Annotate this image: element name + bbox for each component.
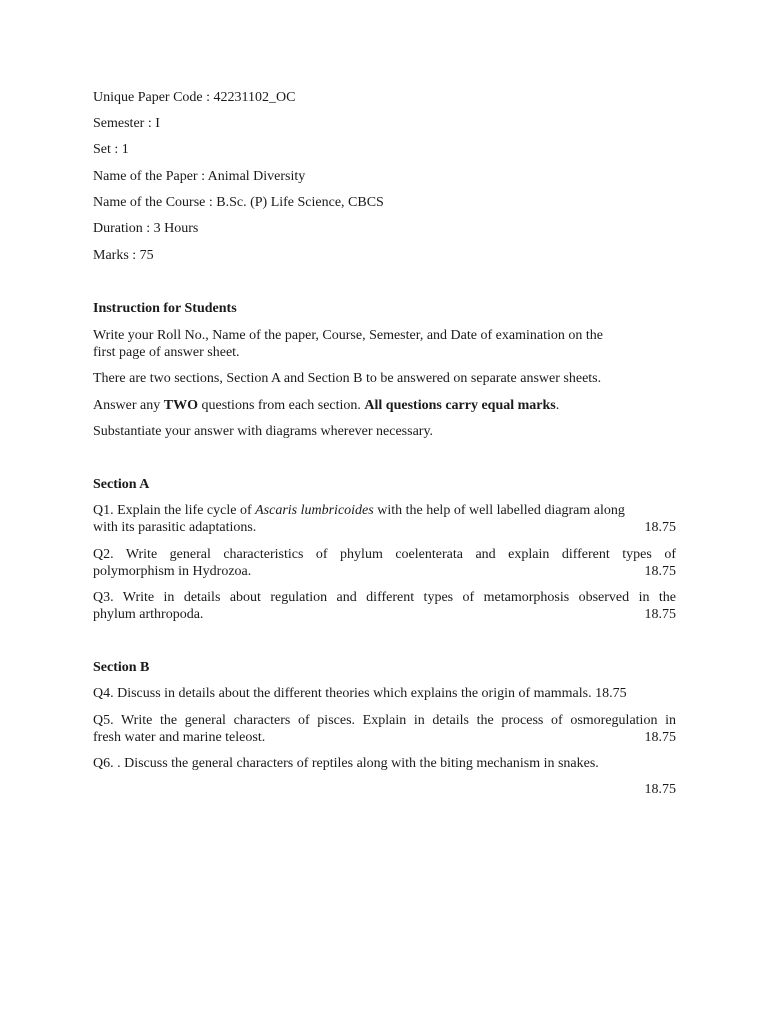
instructions-heading: Instruction for Students	[93, 301, 237, 316]
question-1-text-line-2: with its parasitic adaptations.	[93, 520, 257, 535]
question-6-line-1: Q6. . Discuss the general characters of reptiles along with the biting mechanism in snakes.	[93, 756, 599, 771]
question-6	[93, 755, 676, 772]
instruction-line-2: There are two sections, Section A and Section B to be answered on separate answer sheets.	[93, 371, 602, 386]
question-4-line-1: Q4. Discuss in details about the different theories which explains the origin of mammals. 18.75	[93, 686, 627, 701]
question-1-species: Ascaris lumbricoides	[255, 503, 374, 518]
paper-name: Name of the Paper : Animal Diversity	[93, 169, 306, 184]
question-2-line-2	[93, 563, 676, 580]
section-b-heading: Section B	[93, 660, 150, 675]
set-number: Set : 1	[93, 142, 129, 157]
question-3-line-2	[93, 606, 676, 623]
question-5-line-1: Q5. Write the general characters of pisces. Explain in details the process of osmoregulation in	[93, 713, 676, 728]
question-2-marks: 18.75	[644, 564, 676, 579]
question-1-line-2	[93, 519, 676, 536]
question-3-text-line-2: phylum arthropoda.	[93, 607, 204, 622]
question-4	[93, 685, 676, 702]
instruction-emphasis-equal-marks: All questions carry equal marks	[364, 398, 556, 413]
semester: Semester : I	[93, 116, 160, 131]
question-2-line-1: Q2. Write general characteristics of phylum coelenterata and explain different types of	[93, 547, 676, 562]
total-marks: Marks : 75	[93, 248, 154, 263]
exam-paper	[93, 0, 676, 1024]
course-name: Name of the Course : B.Sc. (P) Life Science, CBCS	[93, 195, 384, 210]
question-1-text-pre: Q1. Explain the life cycle of	[93, 503, 256, 518]
paper-code: Unique Paper Code : 42231102_OC	[93, 90, 296, 105]
question-2	[93, 546, 676, 580]
question-3	[93, 589, 676, 623]
instruction-line-1b: first page of answer sheet.	[93, 345, 240, 360]
instruction-line-3-post: .	[555, 398, 560, 413]
instruction-line-3-pre: Answer any	[93, 398, 164, 413]
question-3-marks: 18.75	[644, 607, 676, 622]
question-5-text-line-2: fresh water and marine teleost.	[93, 730, 266, 745]
section-a-heading: Section A	[93, 477, 150, 492]
question-1-text-post: with the help of well labelled diagram along	[373, 503, 625, 518]
question-5-marks: 18.75	[644, 730, 676, 745]
question-1-marks: 18.75	[644, 520, 676, 535]
question-1-line-1	[93, 502, 676, 519]
instruction-line-4: Substantiate your answer with diagrams wherever necessary.	[93, 424, 434, 439]
question-2-text-line-2: polymorphism in Hydrozoa.	[93, 564, 252, 579]
instruction-emphasis-two: TWO	[163, 398, 198, 413]
instruction-line-1a: Write your Roll No., Name of the paper, Course, Semester, and Date of examination on the	[93, 328, 603, 343]
question-1	[93, 502, 676, 536]
duration: Duration : 3 Hours	[93, 221, 199, 236]
question-5	[93, 712, 676, 746]
question-5-line-2	[93, 729, 676, 746]
question-6-marks: 18.75	[644, 782, 676, 797]
instruction-line-3	[93, 397, 559, 414]
instruction-line-3-mid: questions from each section.	[198, 398, 365, 413]
question-3-line-1: Q3. Write in details about regulation and different types of metamorphosis observed in the	[93, 590, 676, 605]
